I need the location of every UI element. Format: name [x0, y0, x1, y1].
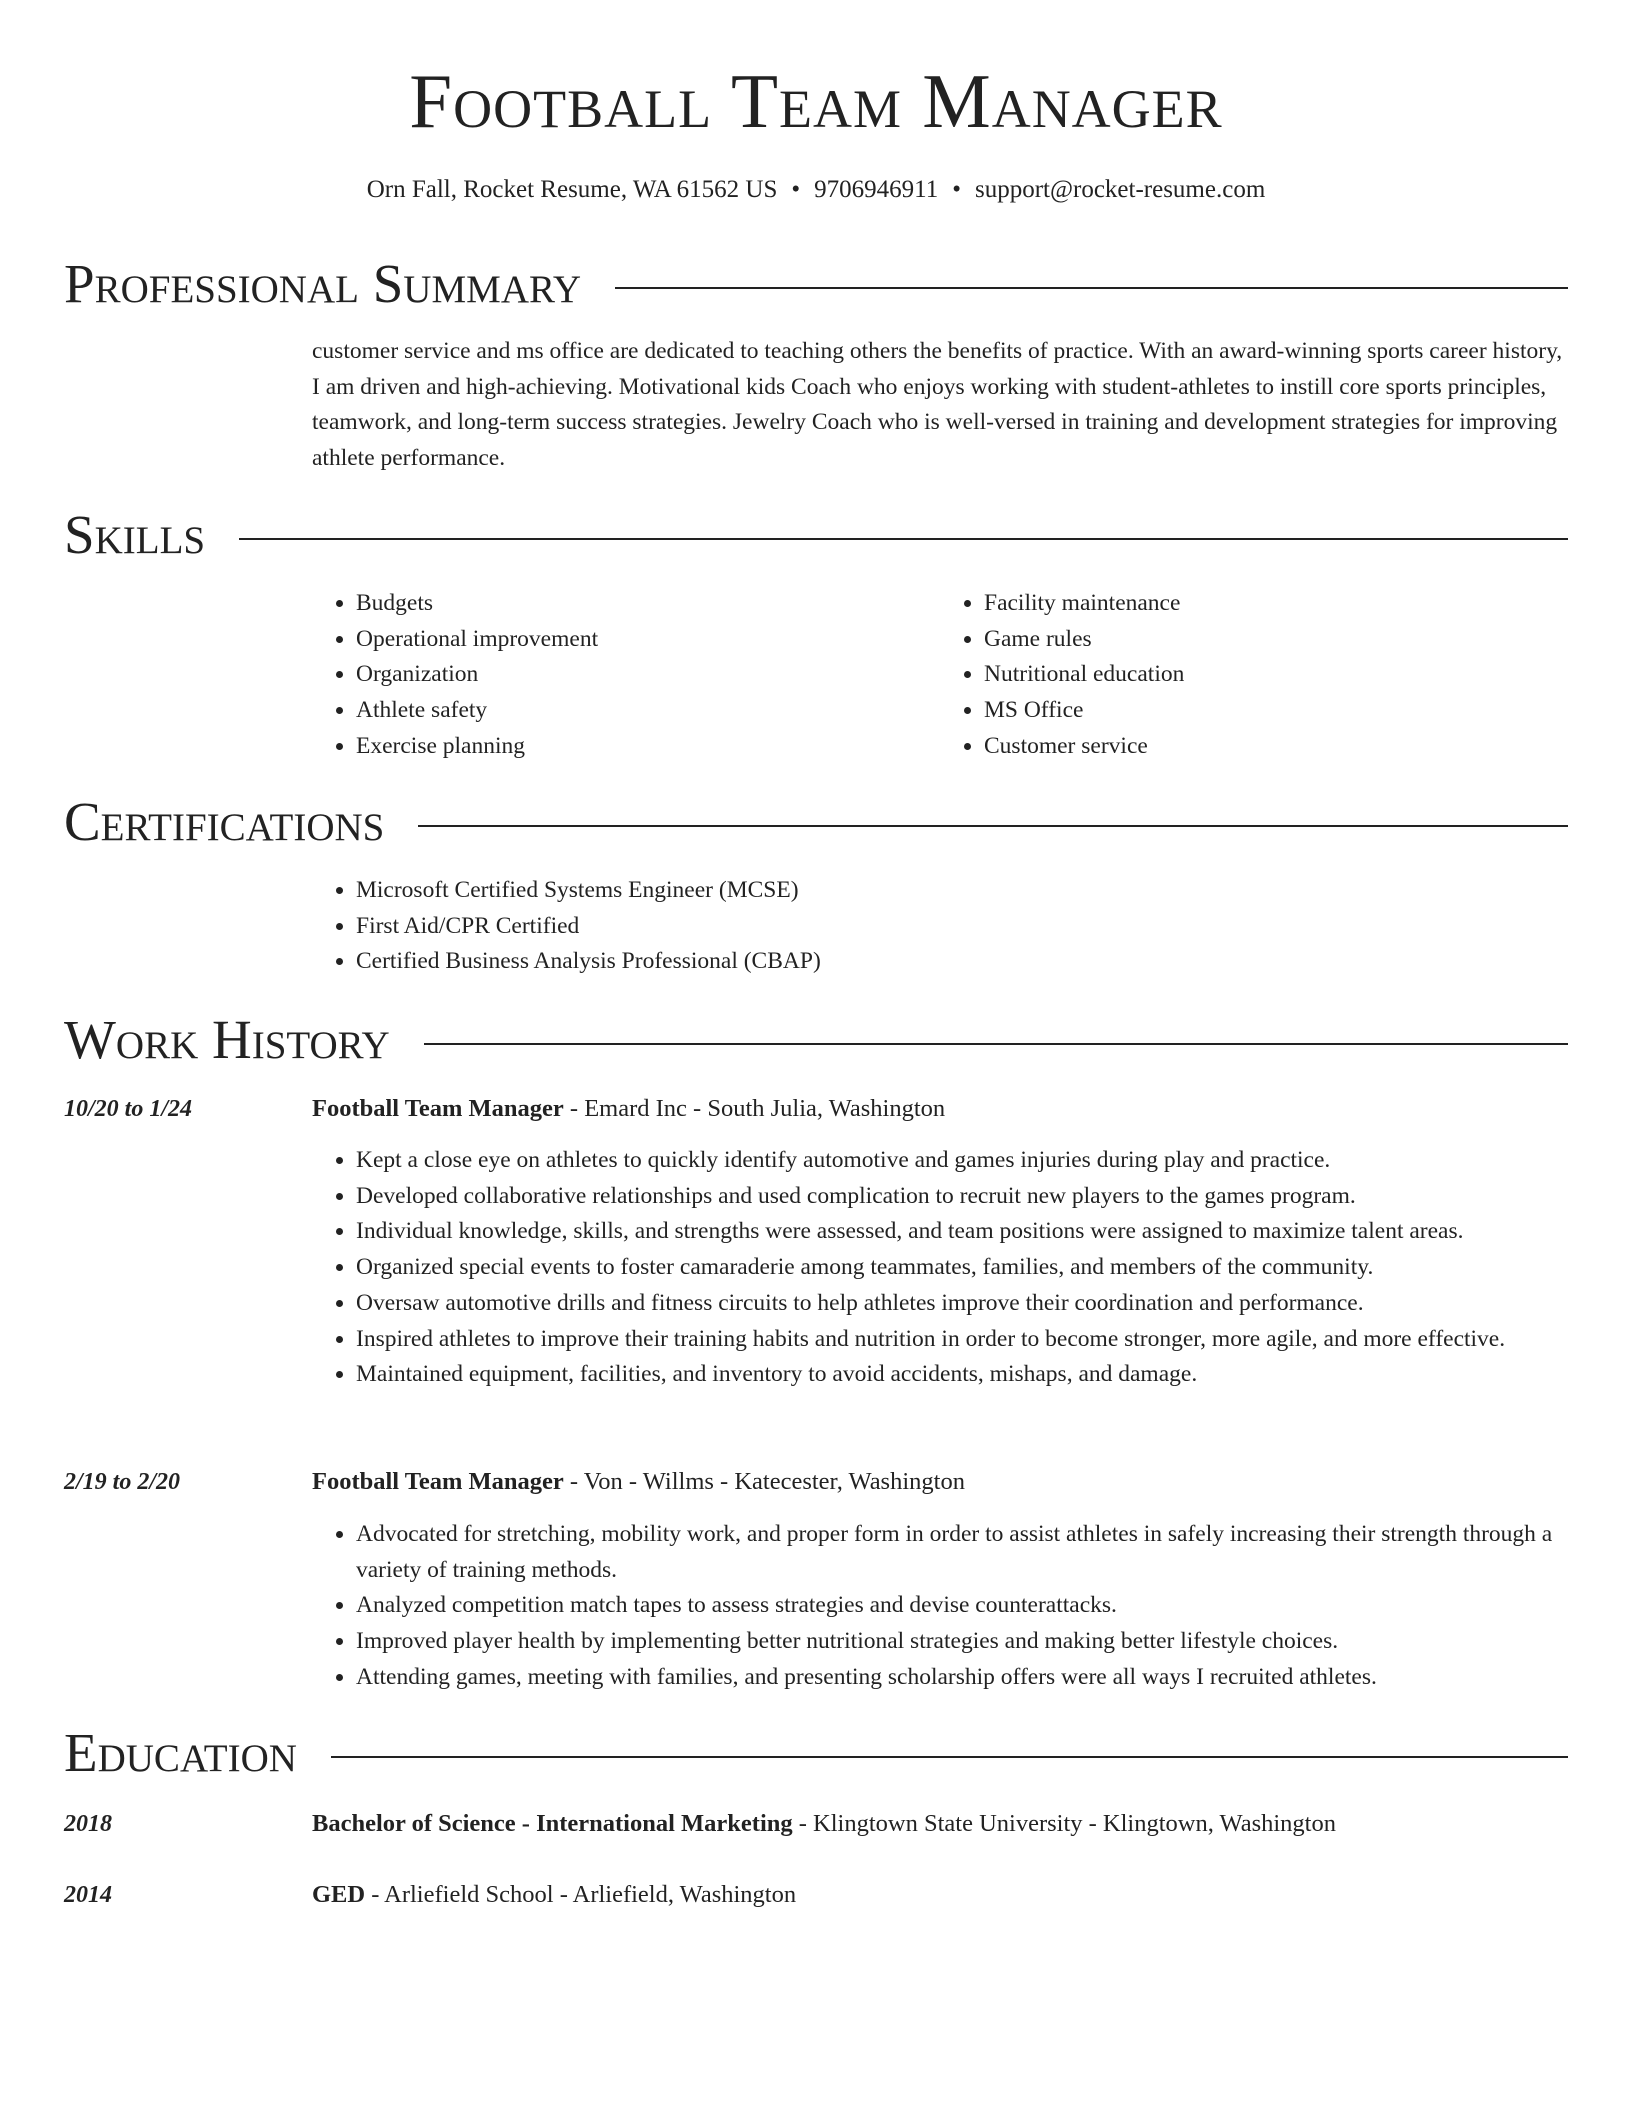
job-bullet: • Organized special events to foster camaraderie among teammates, families, and members of the community.: [356, 1250, 1568, 1286]
certifications-list: [312, 873, 1568, 980]
section-title-summary: Professional Summary: [64, 253, 582, 314]
section-header-education: [64, 1721, 1568, 1785]
job-bullet: • Individual knowledge, skills, and strengths were assessed, and team positions were assigned to maximize talent areas.: [356, 1214, 1568, 1250]
certifications-block: [312, 873, 1568, 980]
resume-title: Football Team Manager: [409, 58, 1223, 144]
section-divider: [331, 1756, 1568, 1758]
skills-list-left: [312, 586, 940, 765]
job-bullets-block: [312, 1517, 1568, 1696]
skill-item: • Organization: [356, 657, 940, 693]
job-bullet: • Advocated for stretching, mobility work, and proper form in order to assist athletes in safely increasing their strength through a variety of training methods.: [356, 1517, 1568, 1588]
job-bullet: • Oversaw automotive drills and fitness circuits to help athletes improve their coordination and performance.: [356, 1286, 1568, 1322]
certification-item: • Microsoft Certified Systems Engineer (MCSE): [356, 873, 1568, 909]
skill-item: • MS Office: [984, 693, 1568, 729]
job-dates: 2/19 to 2/20: [64, 1469, 181, 1495]
job-dates: 10/20 to 1/24: [64, 1096, 193, 1122]
contact-phone: 9706946911: [814, 176, 939, 203]
skill-item: • Customer service: [984, 729, 1568, 765]
section-header-work: [64, 1008, 1568, 1072]
section-title-skills: Skills: [64, 504, 206, 565]
skill-item: • Operational improvement: [356, 622, 940, 658]
contact-address: Orn Fall, Rocket Resume, WA 61562 US: [366, 176, 778, 203]
education-degree: Bachelor of Science - International Marketing: [312, 1810, 793, 1837]
skills-block: [312, 586, 1568, 765]
contact-line: [64, 174, 1568, 206]
section-title-certifications: Certifications: [64, 791, 385, 852]
education-year: 2018: [64, 1811, 112, 1837]
education-school: - Arliefield School - Arliefield, Washington: [365, 1881, 797, 1908]
job-bullet: • Kept a close eye on athletes to quickly identify automotive and games injuries during play and practice.: [356, 1143, 1568, 1179]
job-bullet: • Inspired athletes to improve their training habits and nutrition in order to become stronger, more agile, and more effective.: [356, 1322, 1568, 1358]
summary-block: [312, 334, 1568, 476]
section-divider: [239, 538, 1568, 540]
job-bullet: • Developed collaborative relationships and used complication to recruit new players to the games program.: [356, 1179, 1568, 1215]
education-heading: [312, 1879, 796, 1911]
job-company: - Emard Inc - South Julia, Washington: [563, 1095, 946, 1122]
section-header-certifications: [64, 790, 1568, 854]
education-heading: [312, 1808, 1336, 1840]
summary-text: customer service and ms office are dedicated to teaching others the benefits of practice. With an award-winning sports career history, I am driven and high-achieving. Motivational kids Coach who enjoys working with student-athletes to instill core sports principles, teamwork, and long-term success strategies. Jewelry Coach who is well-versed in training and development strategies for improving athlete performance.: [312, 338, 1563, 471]
section-title-work: Work History: [64, 1009, 390, 1070]
job-heading: [312, 1093, 945, 1125]
job-heading: [312, 1466, 965, 1498]
skill-item: • Budgets: [356, 586, 940, 622]
section-divider: [418, 825, 1568, 827]
job-bullets: [312, 1143, 1568, 1393]
skill-item: • Exercise planning: [356, 729, 940, 765]
section-divider: [615, 287, 1568, 289]
job-bullet: • Attending games, meeting with families, and presenting scholarship offers were all ways I recruited athletes.: [356, 1660, 1568, 1696]
job-bullet: • Maintained equipment, facilities, and inventory to avoid accidents, mishaps, and damage.: [356, 1357, 1568, 1393]
certification-item: • First Aid/CPR Certified: [356, 909, 1568, 945]
education-school: - Klingtown State University - Klingtown, Washington: [792, 1810, 1336, 1837]
contact-separator: •: [791, 176, 801, 203]
skill-item: • Game rules: [984, 622, 1568, 658]
section-header-skills: [64, 503, 1568, 567]
job-bullets-block: [312, 1143, 1568, 1393]
contact-separator: •: [952, 176, 961, 203]
skill-item: • Athlete safety: [356, 693, 940, 729]
education-year: 2014: [64, 1882, 112, 1908]
job-title: Football Team Manager: [312, 1468, 564, 1495]
skills-list-right: [940, 586, 1568, 765]
education-degree: GED: [312, 1881, 366, 1908]
job-bullets: [312, 1517, 1568, 1696]
section-divider: [424, 1043, 1568, 1045]
skill-item: • Facility maintenance: [984, 586, 1568, 622]
job-bullet: • Analyzed competition match tapes to assess strategies and devise counterattacks.: [356, 1588, 1568, 1624]
job-title: Football Team Manager: [312, 1095, 564, 1122]
contact-email: support@rocket-resume.com: [974, 176, 1266, 203]
section-title-education: Education: [64, 1722, 297, 1783]
job-bullet: • Improved player health by implementing better nutritional strategies and making better lifestyle choices.: [356, 1624, 1568, 1660]
certification-item: • Certified Business Analysis Professional (CBAP): [356, 944, 1568, 980]
section-header-summary: [64, 252, 1568, 316]
skill-item: • Nutritional education: [984, 657, 1568, 693]
job-company: - Von - Willms - Katecester, Washington: [563, 1468, 965, 1495]
